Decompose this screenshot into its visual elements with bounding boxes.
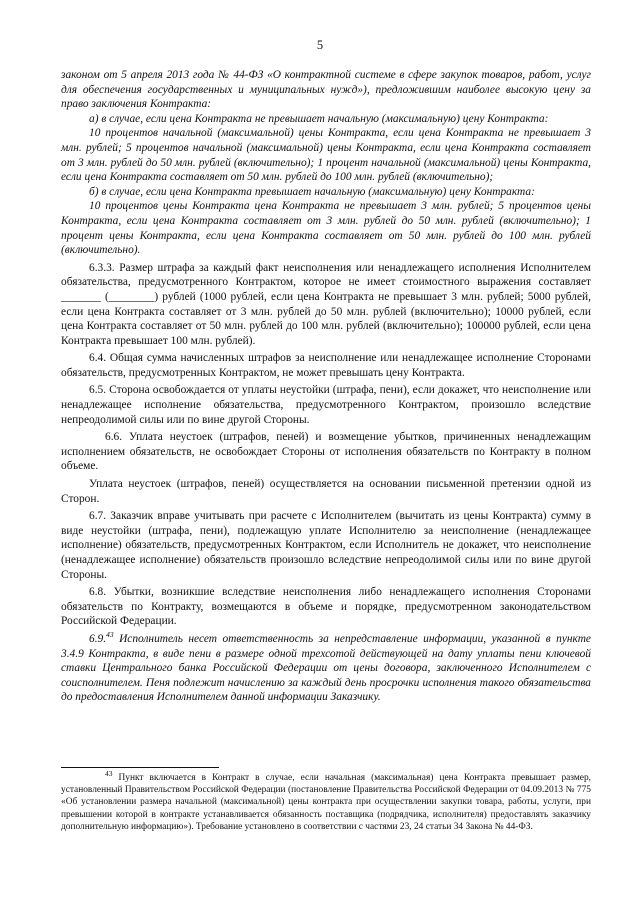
clause-6-9 (61, 632, 591, 705)
footnote (61, 768, 592, 833)
clause-6-6-claim: Уплата неустоек (штрафов, пеней) осуществляется на основании письменной претензии одной из Сторон. (61, 478, 591, 505)
footnote-marker: 43 (105, 768, 113, 778)
clause-6-9-number: 6.9. (89, 632, 107, 645)
footnote-reference[interactable]: 43 (106, 630, 114, 640)
clause-6-6: 6.6. Уплата неустоек (штрафов, пеней) и возмещение убытков, причиненных ненадлежащим исполнением обязательств, не освобождает Стороны от исполнения обязательств по Контракту в полном объеме. (61, 431, 591, 473)
clause-6-4: 6.4. Общая сумма начисленных штрафов за неисполнение или ненадлежащее исполнение Сторонами обязательств, предусмотренных Контрактом, не может превышать цену Контракта. (61, 352, 591, 379)
footnote-text (61, 768, 592, 833)
clause-6-7: 6.7. Заказчик вправе учитывать при расчете с Исполнителем (вычитать из цены Контракта) сумму в виде неустойки (штрафа, пени), подлежащую уплате Исполнителю за неисполнение (ненадлежащее исполнение) обязательств, предусмотренных Контрактом, если Исполнитель не докажет, что неисполнение (ненадлежащее исполнение) обязательств произошло вследствие непреодолимой силы или по вине другой Стороны. (61, 510, 591, 581)
paragraph-case-a-rates: 10 процентов начальной (максимальной) цены Контракта, если цена Контракта не превышает 3 млн. рублей; 5 процентов начальной (максимальной) цены Контракта, если цена Контракта составляет от 3 млн. рублей до 50 млн. рублей (включительно); 1 процент начальной (максимальной) цены Контракта, если цена Контракта составляет от 50 млн. рублей до 100 млн. рублей (включительно); (61, 127, 591, 184)
paragraph-case-a: а) в случае, если цена Контракта не превышает начальную (максимальную) цену Контракта: (89, 112, 549, 125)
paragraph-case-b-rates: 10 процентов цены Контракта цена Контракта не превышает 3 млн. рублей; 5 процентов цены Контракта, если цена Контракта составляет от 3 млн. рублей до 50 млн. рублей (включительно); 1 процент цены Контракта, если цена Контракта составляет от 50 млн. рублей до 100 млн. рублей (включительно). (61, 200, 591, 257)
clause-6-3-3: 6.3.3. Размер штрафа за каждый факт неисполнения или ненадлежащего исполнения Исполнителем обязательства, предусмотренного Контрактом, которое не имеет стоимостного выражения составляет _______ (________) рублей (1000 рублей, если цена Контракта не превышает 3 млн. рублей; 5000 рублей, если цена Контракта составляет от 3 млн. рублей до 50 млн. рублей (включительно); 10000 рублей, если цена Контракта составляет от 50 млн. рублей до 100 млн. рублей (включительно); 100000 рублей, если цена Контракта превышает 100 млн. рублей). (61, 261, 591, 347)
clause-6-5: 6.5. Сторона освобождается от уплаты неустойки (штрафа, пени), если докажет, что неисполнение или ненадлежащее исполнение обязательства, предусмотренного Контрактом, произошло вследствие непреодолимой силы или по вине другой Стороны. (61, 384, 591, 426)
clause-6-9-text: Исполнитель несет ответственность за непредставление информации, указанной в пункте 3.4.9 Контракта, в виде пени в размере одной трехсотой действующей на дату уплаты пени ключевой ставки Центрального банка Российской Федерации от цены договора, заключенного Исполнителем с соисполнителем. Пеня подлежит начислению за каждый день просрочки исполнения такого обязательства до предоставления Исполнителем данной информации Заказчику. (61, 632, 591, 704)
document-body (61, 68, 591, 705)
page-number: 5 (316, 38, 324, 52)
clause-6-8: 6.8. Убытки, возникшие вследствие неисполнения либо ненадлежащего исполнения Сторонами обязательств по Контракту, возмещаются в объеме и порядке, предусмотренном законодательством Российской Федерации. (61, 586, 591, 628)
footnote-body: Пункт включается в Контракт в случае, если начальная (максимальная) цена Контракта превышает размер, установленный Правительством Российской Федерации (постановление Правительства Российской Федерации от 04.09.2013 № 775 «Об установлении размера начальной (максимальной) цены контракта при осуществлении закупки товара, работы, услуги, при превышении которой в контракте устанавливается обязанность поставщика (подрядчика, исполнителя) предоставлять заказчику дополнительную информацию»). Требование установлено в соответствии с частями 23, 24 статьи 34 Закона № 44-ФЗ. (61, 773, 592, 832)
paragraph-case-b: б) в случае, если цена Контракта превышает начальную (максимальную) цену Контракта: (89, 185, 535, 198)
paragraph-law-reference: законом от 5 апреля 2013 года № 44-ФЗ «О контрактной системе в сфере закупок товаров, работ, услуг для обеспечения государственных и муниципальных нужд»), предложившим наиболее высокую цену за право заключения Контракта: (61, 69, 591, 111)
footnote-separator (61, 767, 219, 768)
